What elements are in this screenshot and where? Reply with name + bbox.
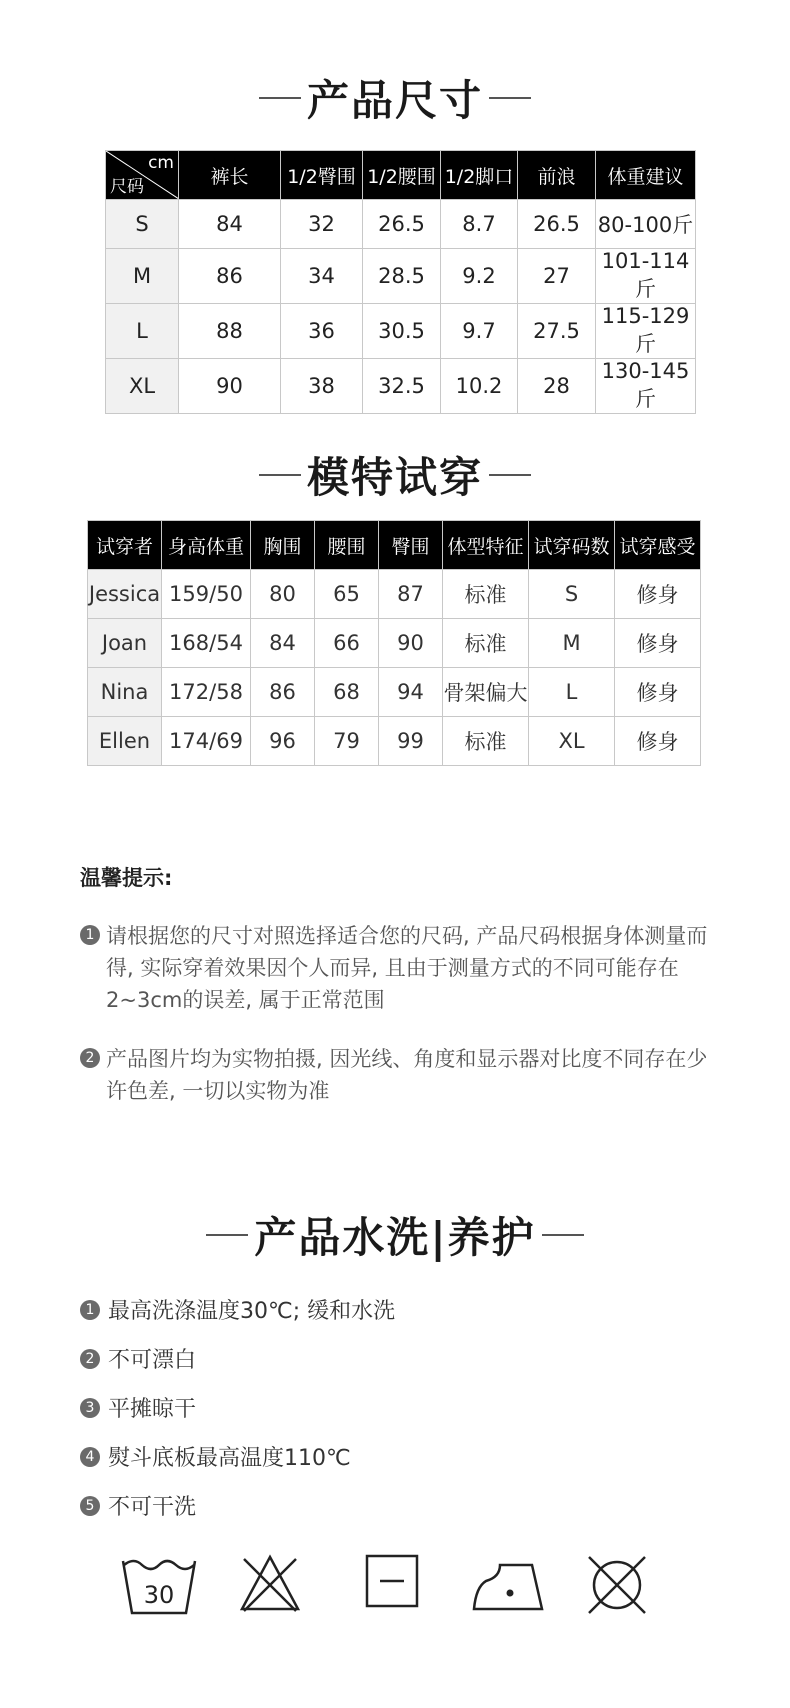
table-row — [88, 570, 701, 619]
table-row — [106, 249, 696, 304]
model-header-cell: 腰围 — [315, 521, 379, 570]
table-cell: 26.5 — [363, 200, 441, 249]
table-cell: 99 — [379, 717, 443, 766]
care-item — [80, 1294, 395, 1325]
care-symbols — [120, 1553, 640, 1623]
table-cell: 32.5 — [363, 359, 441, 414]
care-title-text: 产品水洗|养护 — [254, 1213, 536, 1262]
size-table — [105, 150, 696, 414]
table-row — [88, 668, 701, 717]
table-cell: 10.2 — [441, 359, 518, 414]
table-cell: 27 — [518, 249, 596, 304]
title-dash-left — [259, 474, 301, 476]
model-header-cell: 胸围 — [251, 521, 315, 570]
table-cell: S — [529, 570, 615, 619]
table-cell: 30.5 — [363, 304, 441, 359]
size-label-cell: L — [106, 304, 179, 359]
size-label-cell: XL — [106, 359, 179, 414]
care-text: 不可干洗 — [108, 1495, 197, 1520]
title-dash-right — [489, 97, 531, 99]
size-section-title — [0, 68, 790, 128]
table-cell: 骨架偏大 — [443, 668, 529, 717]
care-section-title — [0, 1205, 790, 1265]
size-corner-cell — [106, 151, 179, 200]
care-text: 不可漂白 — [108, 1348, 197, 1373]
iron-low-icon — [470, 1553, 546, 1615]
table-cell: 8.7 — [441, 200, 518, 249]
care-item — [80, 1343, 196, 1374]
model-table — [87, 520, 701, 766]
table-cell: 130-145斤 — [596, 359, 696, 414]
table-row — [106, 304, 696, 359]
care-item — [80, 1490, 196, 1521]
table-cell: 修身 — [615, 619, 701, 668]
wash-temperature: 30 — [143, 1581, 175, 1609]
size-header-cell: 裤长 — [179, 151, 281, 200]
table-cell: 修身 — [615, 717, 701, 766]
model-name-cell: Joan — [88, 619, 162, 668]
care-text: 平摊晾干 — [108, 1397, 197, 1422]
table-cell: 66 — [315, 619, 379, 668]
size-header-cell: 1/2腰围 — [363, 151, 441, 200]
table-cell: 标准 — [443, 570, 529, 619]
model-header-row — [88, 521, 701, 570]
model-header-cell: 体型特征 — [443, 521, 529, 570]
table-cell: 172/58 — [162, 668, 251, 717]
table-cell: 96 — [251, 717, 315, 766]
table-cell: 84 — [179, 200, 281, 249]
tip-text: 请根据您的尺寸对照选择适合您的尺码, 产品尺码根据身体测量而得, 实际穿着效果因个人而异, 且由于测量方式的不同可能存在2~3cm的误差, 属于正常范围 — [106, 924, 708, 1012]
table-cell: 168/54 — [162, 619, 251, 668]
table-cell: 38 — [281, 359, 363, 414]
table-cell: 27.5 — [518, 304, 596, 359]
model-title-text: 模特试穿 — [306, 453, 483, 502]
care-text: 最高洗涤温度30℃; 缓和水洗 — [108, 1299, 396, 1324]
table-cell: 86 — [179, 249, 281, 304]
table-cell: 36 — [281, 304, 363, 359]
table-cell: 34 — [281, 249, 363, 304]
table-row — [88, 619, 701, 668]
size-header-cell: 体重建议 — [596, 151, 696, 200]
tip-item — [80, 1043, 710, 1107]
number-5-icon: 5 — [80, 1496, 100, 1516]
title-dash-left — [206, 1234, 248, 1236]
table-cell: 80 — [251, 570, 315, 619]
title-dash-right — [542, 1234, 584, 1236]
table-cell: 79 — [315, 717, 379, 766]
table-row — [106, 359, 696, 414]
no-bleach-icon — [238, 1553, 302, 1613]
model-header-cell: 试穿感受 — [615, 521, 701, 570]
table-cell: 94 — [379, 668, 443, 717]
size-title-text: 产品尺寸 — [306, 76, 483, 125]
tip-text: 产品图片均为实物拍摄, 因光线、角度和显示器对比度不同存在少许色差, 一切以实物为准 — [106, 1047, 708, 1103]
table-cell: 修身 — [615, 570, 701, 619]
model-name-cell: Nina — [88, 668, 162, 717]
table-cell: 65 — [315, 570, 379, 619]
model-name-cell: Ellen — [88, 717, 162, 766]
no-dry-clean-icon — [585, 1553, 649, 1617]
size-header-cell: 1/2脚口 — [441, 151, 518, 200]
number-4-icon: 4 — [80, 1447, 100, 1467]
number-3-icon: 3 — [80, 1398, 100, 1418]
table-cell: 159/50 — [162, 570, 251, 619]
dry-flat-icon — [364, 1553, 420, 1609]
model-header-cell: 身高体重 — [162, 521, 251, 570]
table-row — [106, 200, 696, 249]
care-item — [80, 1392, 196, 1423]
table-cell: 标准 — [443, 717, 529, 766]
number-2-icon: 2 — [80, 1349, 100, 1369]
table-cell: 87 — [379, 570, 443, 619]
table-cell: 标准 — [443, 619, 529, 668]
model-section-title — [0, 445, 790, 505]
size-header-cell: 前浪 — [518, 151, 596, 200]
table-cell: 28 — [518, 359, 596, 414]
table-cell: 80-100斤 — [596, 200, 696, 249]
table-cell: 174/69 — [162, 717, 251, 766]
care-item — [80, 1441, 351, 1472]
model-header-cell: 试穿码数 — [529, 521, 615, 570]
table-cell: 9.7 — [441, 304, 518, 359]
table-cell: L — [529, 668, 615, 717]
corner-unit: cm — [148, 153, 174, 173]
table-cell: 32 — [281, 200, 363, 249]
number-1-icon: 1 — [80, 1300, 100, 1320]
tip-item — [80, 920, 710, 1016]
table-cell: 84 — [251, 619, 315, 668]
size-label-cell: M — [106, 249, 179, 304]
table-cell: 9.2 — [441, 249, 518, 304]
table-cell: 68 — [315, 668, 379, 717]
table-cell: 90 — [379, 619, 443, 668]
table-cell: 101-114斤 — [596, 249, 696, 304]
corner-size-label: 尺码 — [110, 177, 144, 197]
tips-heading: 温馨提示: — [80, 866, 173, 890]
size-label-cell: S — [106, 200, 179, 249]
table-cell: 28.5 — [363, 249, 441, 304]
wash-30-icon — [120, 1553, 198, 1619]
model-header-cell: 臀围 — [379, 521, 443, 570]
size-header-cell: 1/2臀围 — [281, 151, 363, 200]
table-cell: 86 — [251, 668, 315, 717]
care-text: 熨斗底板最高温度110℃ — [108, 1446, 351, 1471]
table-cell: 26.5 — [518, 200, 596, 249]
title-dash-right — [489, 474, 531, 476]
size-header-row — [106, 151, 696, 200]
table-cell: 修身 — [615, 668, 701, 717]
model-header-cell: 试穿者 — [88, 521, 162, 570]
table-row — [88, 717, 701, 766]
model-name-cell: Jessica — [88, 570, 162, 619]
table-cell: 90 — [179, 359, 281, 414]
table-cell: M — [529, 619, 615, 668]
number-1-icon: 1 — [80, 925, 100, 945]
title-dash-left — [259, 97, 301, 99]
table-cell: 88 — [179, 304, 281, 359]
number-2-icon: 2 — [80, 1048, 100, 1068]
table-cell: XL — [529, 717, 615, 766]
table-cell: 115-129斤 — [596, 304, 696, 359]
